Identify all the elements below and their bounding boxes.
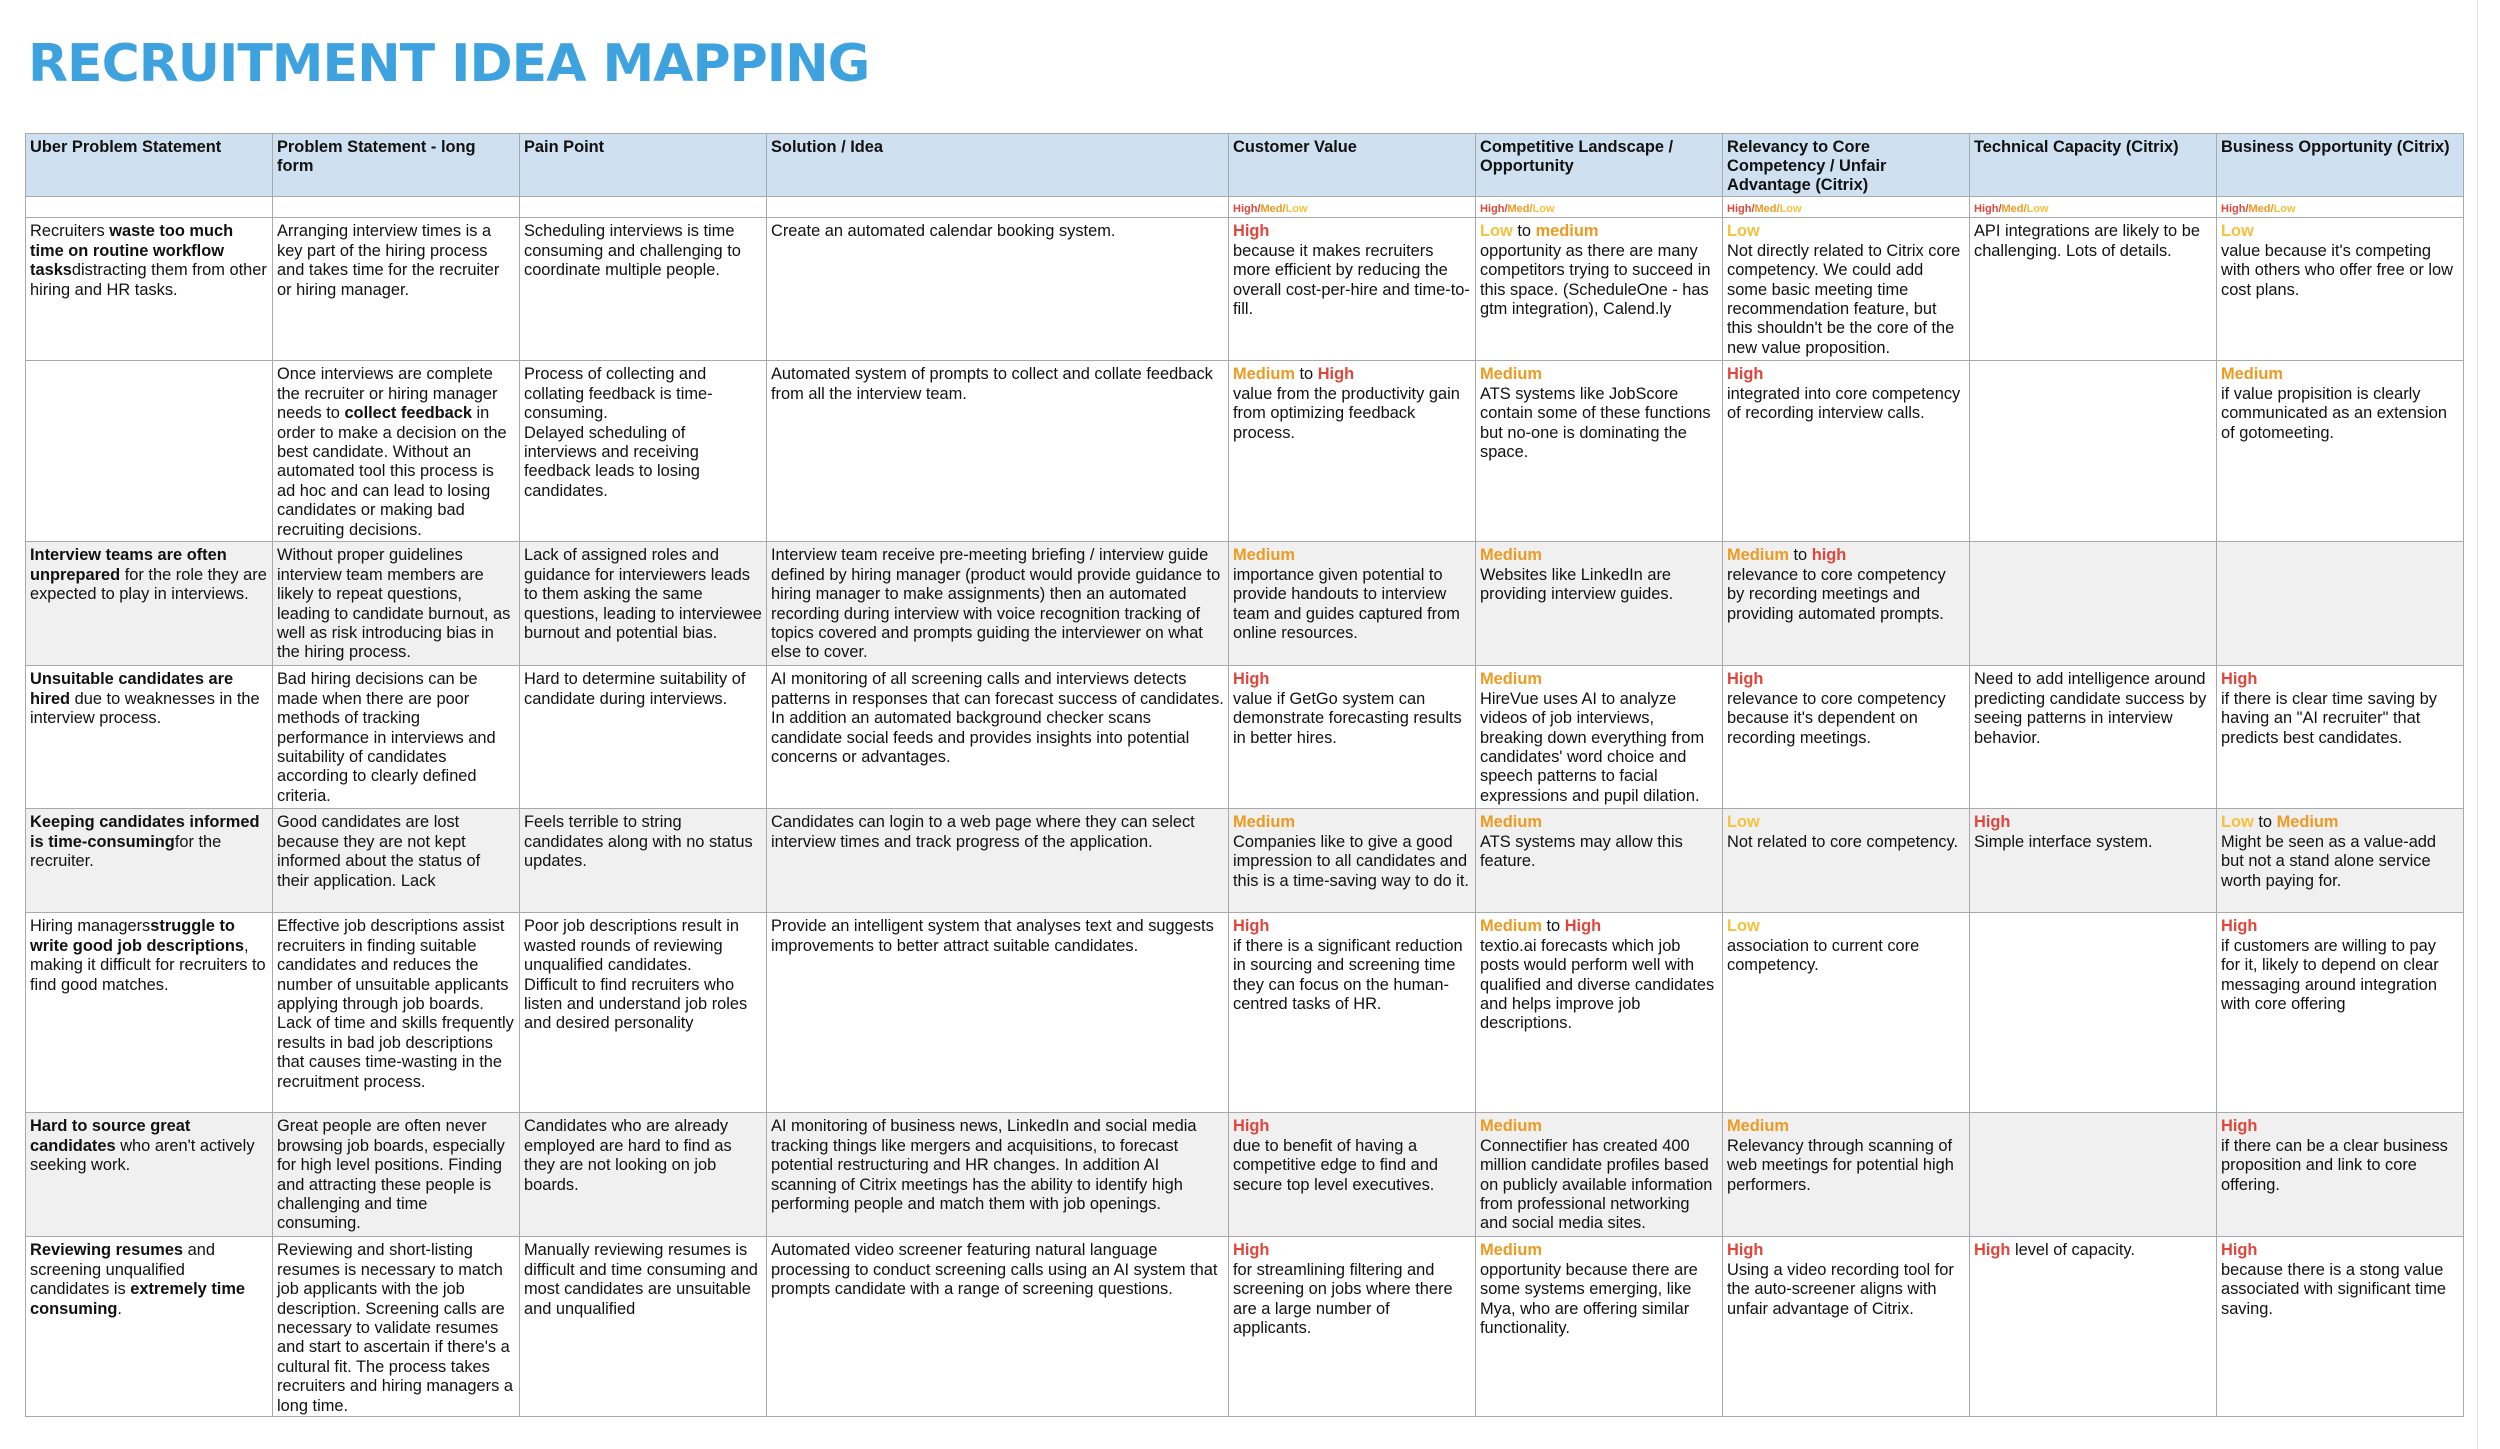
page-title: RECRUITMENT IDEA MAPPING [28, 34, 870, 94]
cell-text: Manually reviewing resumes is difficult and time consuming and most candidates are unsuitable and unqualified [524, 1241, 758, 1318]
header-row [26, 134, 2464, 197]
cl-cell[interactable] [1476, 542, 1723, 666]
cv-cell[interactable] [1229, 913, 1476, 1113]
pain-point-cell[interactable] [520, 1237, 767, 1417]
long-form-cell[interactable] [273, 666, 520, 809]
rating-value: Medium [1233, 546, 1295, 565]
rating-value: High [1727, 365, 1764, 384]
cell-text: Interview team receive pre-meeting briefing / interview guide defined by hiring manager (product would provide guidance to hiring manager to make assignments) then an automated recording during interview with voice recognition tracking of topics covered and prompts guiding the interviewer on what else to cover. [771, 546, 1221, 662]
rating-line [1480, 546, 1718, 565]
cell-text: Arranging interview times is a key part of the hiring process and takes time for the recruiter or hiring manager. [277, 222, 500, 299]
empty-cell[interactable] [273, 197, 520, 218]
tc-cell[interactable] [1970, 913, 2217, 1113]
rating-value: Medium [1480, 546, 1542, 565]
table-row [26, 1237, 2464, 1417]
cell-text: for the role they are expected to play in interviews. [30, 565, 267, 604]
cell-text: Companies like to give a good impression to all candidates and this is a time-saving way to do it. [1233, 832, 1469, 890]
cell-text: if there can be a clear business proposition and link to core offering. [2221, 1136, 2448, 1194]
cell-text: if there is clear time saving by having an "AI recruiter" that predicts best candidates. [2221, 689, 2437, 747]
bo-cell[interactable] [2217, 666, 2464, 809]
rating-value: High [1727, 1241, 1764, 1260]
cell-text: because it makes recruiters more efficient by reducing the overall cost-per-hire and time-to-fill. [1233, 241, 1470, 319]
rating-line [2221, 1241, 2459, 1260]
rating-line [1233, 813, 1471, 832]
cl-cell[interactable] [1476, 218, 1723, 361]
long-form-cell[interactable] [273, 1113, 520, 1237]
cell-text: Poor job descriptions result in wasted rounds of reviewing unqualified candidates. Difficult to find recruiters who listen and understand job roles and desired personality [524, 917, 748, 1033]
rating-value: Medium [1480, 670, 1542, 689]
cell-text: Automated system of prompts to collect and collate feedback from all the interview team. [771, 365, 1213, 403]
long-form-cell[interactable] [273, 542, 520, 666]
cell-text: AI monitoring of all screening calls and interviews detects patterns in responses that can forecast success of candidates. In addition an automated background checker scans candidate social feeds and provides insights into potential concerns or advantages. [771, 670, 1224, 767]
column-header[interactable]: Relevancy to Core Competency / Unfair Advantage (Citrix) [1723, 134, 1970, 197]
rating-scale[interactable] [2217, 197, 2464, 218]
rating-joiner: to [1788, 546, 1812, 565]
long-form-cell[interactable] [273, 809, 520, 913]
pain-point-cell[interactable] [520, 913, 767, 1113]
rating-line [1727, 1117, 1965, 1136]
bo-cell[interactable] [2217, 542, 2464, 666]
rating-line [1233, 1241, 1471, 1260]
cell-text: relevance to core competency by recording meetings and providing automated prompts. [1727, 565, 1946, 623]
cell-text: if value propisition is clearly communicated as an extension of gotomeeting. [2221, 384, 2447, 442]
cell-text: ATS systems may allow this feature. [1480, 832, 1683, 871]
pain-point-cell[interactable] [520, 1113, 767, 1237]
pain-point-cell[interactable] [520, 666, 767, 809]
cell-text: , making it difficult for recruiters to find good matches. [30, 936, 266, 994]
rating-value: High [1974, 1241, 2011, 1260]
bo-cell[interactable] [2217, 1113, 2464, 1237]
cv-cell[interactable] [1229, 1237, 1476, 1417]
rating-value: High [2221, 1241, 2258, 1260]
rating-joiner: level of capacity. [2010, 1241, 2135, 1260]
rating-value: high [1811, 546, 1847, 565]
pain-point-cell[interactable] [520, 809, 767, 913]
rating-line [1480, 917, 1718, 936]
cell-text: Relevancy through scanning of web meetings for potential high performers. [1727, 1136, 1954, 1194]
rating-scale-legend: High/Med/Low [1974, 203, 2049, 215]
column-header[interactable]: Technical Capacity (Citrix) [1970, 134, 2217, 197]
rating-joiner: to [2253, 813, 2277, 832]
cell-text: Need to add intelligence around predicting candidate success by seeing patterns in interview behavior. [1974, 670, 2207, 747]
rating-value: Medium [1480, 1117, 1542, 1136]
cell-text: who aren't actively seeking work. [30, 1136, 255, 1175]
rating-line [1233, 670, 1471, 689]
cell-text: API integrations are likely to be challenging. Lots of details. [1974, 222, 2200, 260]
rating-value: Medium [2221, 365, 2283, 384]
emphasis-text: waste too much time on routine workflow tasks [30, 222, 234, 280]
cell-text: integrated into core competency of recording interview calls. [1727, 384, 1961, 423]
rating-joiner: to [1294, 365, 1318, 384]
cl-cell[interactable] [1476, 913, 1723, 1113]
cell-text: and screening unqualified candidates is [30, 1241, 215, 1299]
column-header[interactable]: Customer Value [1229, 134, 1476, 197]
rating-scale[interactable] [1723, 197, 1970, 218]
cell-text: Reviewing and short-listing resumes is necessary to match job applicants with the job description. Screening calls are necessary to validate resumes and start to ascertain if there's a cultural fit. The process takes recruiters and hiring managers a long time. [277, 1241, 513, 1415]
bo-cell[interactable] [2217, 913, 2464, 1113]
rating-line [2221, 813, 2459, 832]
rating-value: High [1564, 917, 1602, 936]
rating-value: High [1233, 670, 1270, 689]
table-row [26, 361, 2464, 542]
cell-text: Good candidates are lost because they are not kept informed about the status of their application. Lack [277, 813, 481, 890]
rc-cell[interactable] [1723, 809, 1970, 913]
uber-problem-cell[interactable] [26, 809, 273, 913]
cell-text: value from the productivity gain from optimizing feedback process. [1233, 384, 1460, 442]
tc-cell[interactable] [1970, 218, 2217, 361]
tc-cell[interactable] [1970, 1113, 2217, 1237]
table-row [26, 913, 2464, 1113]
rating-value: Medium [1727, 1117, 1789, 1136]
cl-cell[interactable] [1476, 666, 1723, 809]
emphasis-text: Reviewing resumes [30, 1241, 184, 1260]
solution-cell[interactable] [767, 1237, 1229, 1417]
cell-text: Hiring managers [30, 917, 151, 936]
rating-value: High [2221, 670, 2258, 689]
table-row [26, 542, 2464, 666]
cell-text: Create an automated calendar booking system. [771, 222, 1116, 241]
cell-text: Feels terrible to string candidates along with no status updates. [524, 813, 753, 871]
rating-line [2221, 365, 2459, 384]
rating-value: medium [1535, 222, 1599, 241]
pain-point-cell[interactable] [520, 361, 767, 542]
cell-text: Once interviews are complete the recruiter or hiring manager needs to [277, 365, 498, 423]
rating-line [1727, 546, 1965, 565]
cell-text: Not directly related to Citrix core competency. We could add some basic meeting time recommendation feature, but this shouldn't be the core of the new value proposition. [1727, 241, 1961, 357]
cell-text: Using a video recording tool for the auto-screener aligns with unfair advantage of Citrix. [1727, 1260, 1954, 1318]
solution-cell[interactable] [767, 913, 1229, 1113]
rating-line [1233, 365, 1471, 384]
bo-cell[interactable] [2217, 1237, 2464, 1417]
column-header[interactable]: Pain Point [520, 134, 767, 197]
rating-value: Medium [1480, 813, 1542, 832]
cell-text: AI monitoring of business news, LinkedIn and social media tracking things like mergers and acquisitions, to forecast potential restructuring and HR changes. In addition AI scanning of Citrix meetings has the ability to identify high performing people and match them with job openings. [771, 1117, 1197, 1214]
cell-text: if customers are willing to pay for it, likely to depend on clear messaging around integration with core offering [2221, 936, 2439, 1014]
rating-joiner: to [1512, 222, 1536, 241]
solution-cell[interactable] [767, 1113, 1229, 1237]
emphasis-text: Unsuitable candidates are hired [30, 670, 234, 708]
uber-problem-cell[interactable] [26, 666, 273, 809]
rating-value: High [1727, 670, 1764, 689]
long-form-cell[interactable] [273, 361, 520, 542]
rating-value: Low [2221, 222, 2254, 241]
rating-line [1233, 222, 1471, 241]
cv-cell[interactable] [1229, 666, 1476, 809]
cl-cell[interactable] [1476, 361, 1723, 542]
rating-line [1480, 813, 1718, 832]
empty-cell[interactable] [520, 197, 767, 218]
rating-scale-legend: High/Med/Low [2221, 203, 2296, 215]
cell-text: Candidates can login to a web page where they can select interview times and track progress of the application. [771, 813, 1195, 851]
table-row [26, 809, 2464, 913]
cell-text: Hard to determine suitability of candidate during interviews. [524, 670, 746, 708]
rating-value: Medium [1233, 813, 1295, 832]
pain-point-cell[interactable] [520, 218, 767, 361]
rating-line [1974, 1241, 2212, 1260]
rating-line [1233, 917, 1471, 936]
tc-cell[interactable] [1970, 1237, 2217, 1417]
rating-value: High [1233, 1241, 1270, 1260]
tc-cell[interactable] [1970, 666, 2217, 809]
uber-problem-cell[interactable] [26, 218, 273, 361]
cell-text: value because it's competing with others who offer free or low cost plans. [2221, 241, 2454, 299]
column-header[interactable]: Problem Statement - long form [273, 134, 520, 197]
emphasis-text: collect feedback [344, 404, 472, 423]
cl-cell[interactable] [1476, 809, 1723, 913]
column-header[interactable]: Solution / Idea [767, 134, 1229, 197]
rating-value: Medium [1727, 546, 1789, 565]
emphasis-text: Hard to source great candidates [30, 1117, 191, 1155]
rating-line [1233, 546, 1471, 565]
uber-problem-cell[interactable] [26, 542, 273, 666]
rating-value: Medium [1233, 365, 1295, 384]
cell-text: Candidates who are already employed are hard to find as they are not looking on job boards. [524, 1117, 732, 1194]
cell-text: Automated video screener featuring natural language processing to conduct screening calls using an AI system that prompts candidate with a range of screening questions. [771, 1241, 1218, 1299]
solution-cell[interactable] [767, 361, 1229, 542]
rating-value: High [1317, 365, 1355, 384]
solution-cell[interactable] [767, 542, 1229, 666]
pain-point-cell[interactable] [520, 542, 767, 666]
rating-line [1727, 222, 1965, 241]
rating-line [2221, 917, 2459, 936]
rating-value: Medium [1480, 917, 1542, 936]
long-form-cell[interactable] [273, 218, 520, 361]
rc-cell[interactable] [1723, 666, 1970, 809]
rating-scale[interactable] [1229, 197, 1476, 218]
rating-line [1727, 813, 1965, 832]
column-header[interactable]: Uber Problem Statement [26, 134, 273, 197]
cv-cell[interactable] [1229, 809, 1476, 913]
table-row [26, 1113, 2464, 1237]
rating-line [1727, 1241, 1965, 1260]
rating-line [1480, 670, 1718, 689]
cell-text: opportunity because there are some systems emerging, like Mya, who are offering similar functionality. [1480, 1260, 1698, 1338]
rating-scale-row [26, 197, 2464, 218]
rating-line [1727, 365, 1965, 384]
rc-cell[interactable] [1723, 1237, 1970, 1417]
emphasis-text: Keeping candidates informed is time-consuming [30, 813, 260, 851]
rating-scale-legend: High/Med/Low [1727, 203, 1802, 215]
tc-cell[interactable] [1970, 809, 2217, 913]
cell-text: for the recruiter. [30, 832, 222, 871]
cell-text: Provide an intelligent system that analyses text and suggests improvements to better attract suitable candidates. [771, 917, 1214, 955]
cl-cell[interactable] [1476, 1237, 1723, 1417]
tc-cell[interactable] [1970, 542, 2217, 666]
cell-text: importance given potential to provide handouts to interview team and guides captured from online resources. [1233, 565, 1460, 643]
rating-line [1480, 365, 1718, 384]
rc-cell[interactable] [1723, 542, 1970, 666]
table-row [26, 218, 2464, 361]
cell-text: relevance to core competency because it's dependent on recording meetings. [1727, 689, 1946, 747]
bo-cell[interactable] [2217, 809, 2464, 913]
rating-value: Low [1480, 222, 1513, 241]
cell-text: distracting them from other hiring and HR tasks. [30, 261, 267, 299]
cell-text: due to benefit of having a competitive edge to find and secure top level executives. [1233, 1136, 1439, 1194]
rating-value: High [1233, 1117, 1270, 1136]
tc-cell[interactable] [1970, 361, 2217, 542]
rating-scale-legend: High/Med/Low [1233, 203, 1308, 215]
bo-cell[interactable] [2217, 218, 2464, 361]
rating-joiner: to [1541, 917, 1565, 936]
cell-text: Without proper guidelines interview team members are likely to repeat questions, leading to candidate burnout, as well as risk introducing bias in the hiring process. [277, 546, 511, 662]
column-header[interactable]: Business Opportunity (Citrix) [2217, 134, 2464, 197]
table-row [26, 666, 2464, 809]
cell-text: textio.ai forecasts which job posts would perform well with qualified and diverse candidates and helps improve job descriptions. [1480, 936, 1715, 1033]
cell-text: due to weaknesses in the interview process. [30, 689, 260, 728]
rating-value: Low [1727, 917, 1760, 936]
cv-cell[interactable] [1229, 361, 1476, 542]
rc-cell[interactable] [1723, 218, 1970, 361]
rating-value: Low [1727, 813, 1760, 832]
rating-line [1480, 1117, 1718, 1136]
solution-cell[interactable] [767, 809, 1229, 913]
rating-scale[interactable] [1476, 197, 1723, 218]
emphasis-text: Interview teams are often unprepared [30, 546, 227, 584]
rating-line [1480, 1241, 1718, 1260]
cell-text: Recruiters [30, 222, 110, 241]
cell-text: association to current core competency. [1727, 936, 1920, 975]
uber-problem-cell[interactable] [26, 1237, 273, 1417]
rating-line [1727, 670, 1965, 689]
cv-cell[interactable] [1229, 1113, 1476, 1237]
rating-value: High [1233, 222, 1270, 241]
cell-text: if there is a significant reduction in sourcing and screening time they can focus on the human-centred tasks of HR. [1233, 936, 1463, 1014]
rating-line [2221, 222, 2459, 241]
long-form-cell[interactable] [273, 913, 520, 1113]
bo-cell[interactable] [2217, 361, 2464, 542]
cell-text: opportunity as there are many competitors trying to succeed in this space. (ScheduleOne - has gtm integration), Calend.ly [1480, 241, 1711, 319]
rating-line [2221, 670, 2459, 689]
cell-text: in order to make a decision on the best candidate. Without an automated tool this process is ad hoc and can lead to losing candidates or making bad recruiting decisions. [277, 404, 507, 539]
uber-problem-cell[interactable] [26, 913, 273, 1113]
rc-cell[interactable] [1723, 361, 1970, 542]
cell-text: ATS systems like JobScore contain some of these functions but no-one is dominating the space. [1480, 384, 1711, 462]
rating-value: Medium [1480, 1241, 1542, 1260]
rating-value: Low [1727, 222, 1760, 241]
cell-text: Great people are often never browsing job boards, especially for high level positions. Finding and attracting these people is challenging and time consuming. [277, 1117, 505, 1233]
rc-cell[interactable] [1723, 913, 1970, 1113]
rating-line [2221, 1117, 2459, 1136]
rating-line [1727, 917, 1965, 936]
cell-text: value if GetGo system can demonstrate forecasting results in better hires. [1233, 689, 1462, 747]
rating-value: High [2221, 917, 2258, 936]
cell-text: Simple interface system. [1974, 832, 2153, 851]
cl-cell[interactable] [1476, 1113, 1723, 1237]
uber-problem-cell[interactable] [26, 361, 273, 542]
cell-text: Process of collecting and collating feedback is time-consuming. Delayed scheduling of interviews and receiving feedback leads to losing candidates. [524, 365, 713, 500]
rating-scale[interactable] [1970, 197, 2217, 218]
column-header[interactable]: Competitive Landscape / Opportunity [1476, 134, 1723, 197]
cv-cell[interactable] [1229, 542, 1476, 666]
cv-cell[interactable] [1229, 218, 1476, 361]
rating-value: High [2221, 1117, 2258, 1136]
rating-line [1974, 813, 2212, 832]
rating-line [1480, 222, 1718, 241]
rating-value: Medium [2276, 813, 2339, 832]
rating-value: High [1974, 813, 2011, 832]
uber-problem-cell[interactable] [26, 1113, 273, 1237]
rating-line [1233, 1117, 1471, 1136]
long-form-cell[interactable] [273, 1237, 520, 1417]
idea-mapping-table [25, 133, 2464, 1417]
empty-cell[interactable] [767, 197, 1229, 218]
rc-cell[interactable] [1723, 1113, 1970, 1237]
cell-text: Websites like LinkedIn are providing interview guides. [1480, 565, 1674, 604]
cell-text: for streamlining filtering and screening on jobs where there are a large number of applicants. [1233, 1260, 1453, 1338]
cell-text: Effective job descriptions assist recruiters in finding suitable candidates and reduces the number of unsuitable applicants applying through job boards. Lack of time and skills frequently results in bad job descriptions that causes time-wasting in the recruitment process. [277, 917, 514, 1091]
cell-text: Scheduling interviews is time consuming and challenging to coordinate multiple people. [524, 222, 741, 280]
solution-cell[interactable] [767, 666, 1229, 809]
emphasis-text: extremely time consuming [30, 1280, 246, 1318]
emphasis-text: struggle to write good job descriptions [30, 917, 244, 955]
solution-cell[interactable] [767, 218, 1229, 361]
rating-value: Low [2221, 813, 2254, 832]
cell-text: Might be seen as a value-add but not a stand alone service worth paying for. [2221, 832, 2437, 890]
empty-cell[interactable] [26, 197, 273, 218]
cell-text: Bad hiring decisions can be made when there are poor methods of tracking performance in interviews and suitability of candidates according to clearly defined criteria. [277, 670, 496, 805]
rating-scale-legend: High/Med/Low [1480, 203, 1555, 215]
cell-text: Lack of assigned roles and guidance for interviewers leads to them asking the same questions, leading to interviewee burnout and potential bias. [524, 546, 762, 643]
cell-text: because there is a stong value associated with significant time saving. [2221, 1260, 2447, 1318]
cell-text: HireVue uses AI to analyze videos of job interviews, breaking down everything from candidates' word choice and speech patterns to facial expressions and pupil dilation. [1480, 689, 1705, 805]
cell-text: Not related to core competency. [1727, 832, 1959, 851]
rating-value: High [1233, 917, 1270, 936]
rating-value: Medium [1480, 365, 1542, 384]
cell-text: Connectifier has created 400 million candidate profiles based on publicly available information from professional networking and social media sites. [1480, 1136, 1713, 1233]
cell-text: . [117, 1299, 122, 1318]
